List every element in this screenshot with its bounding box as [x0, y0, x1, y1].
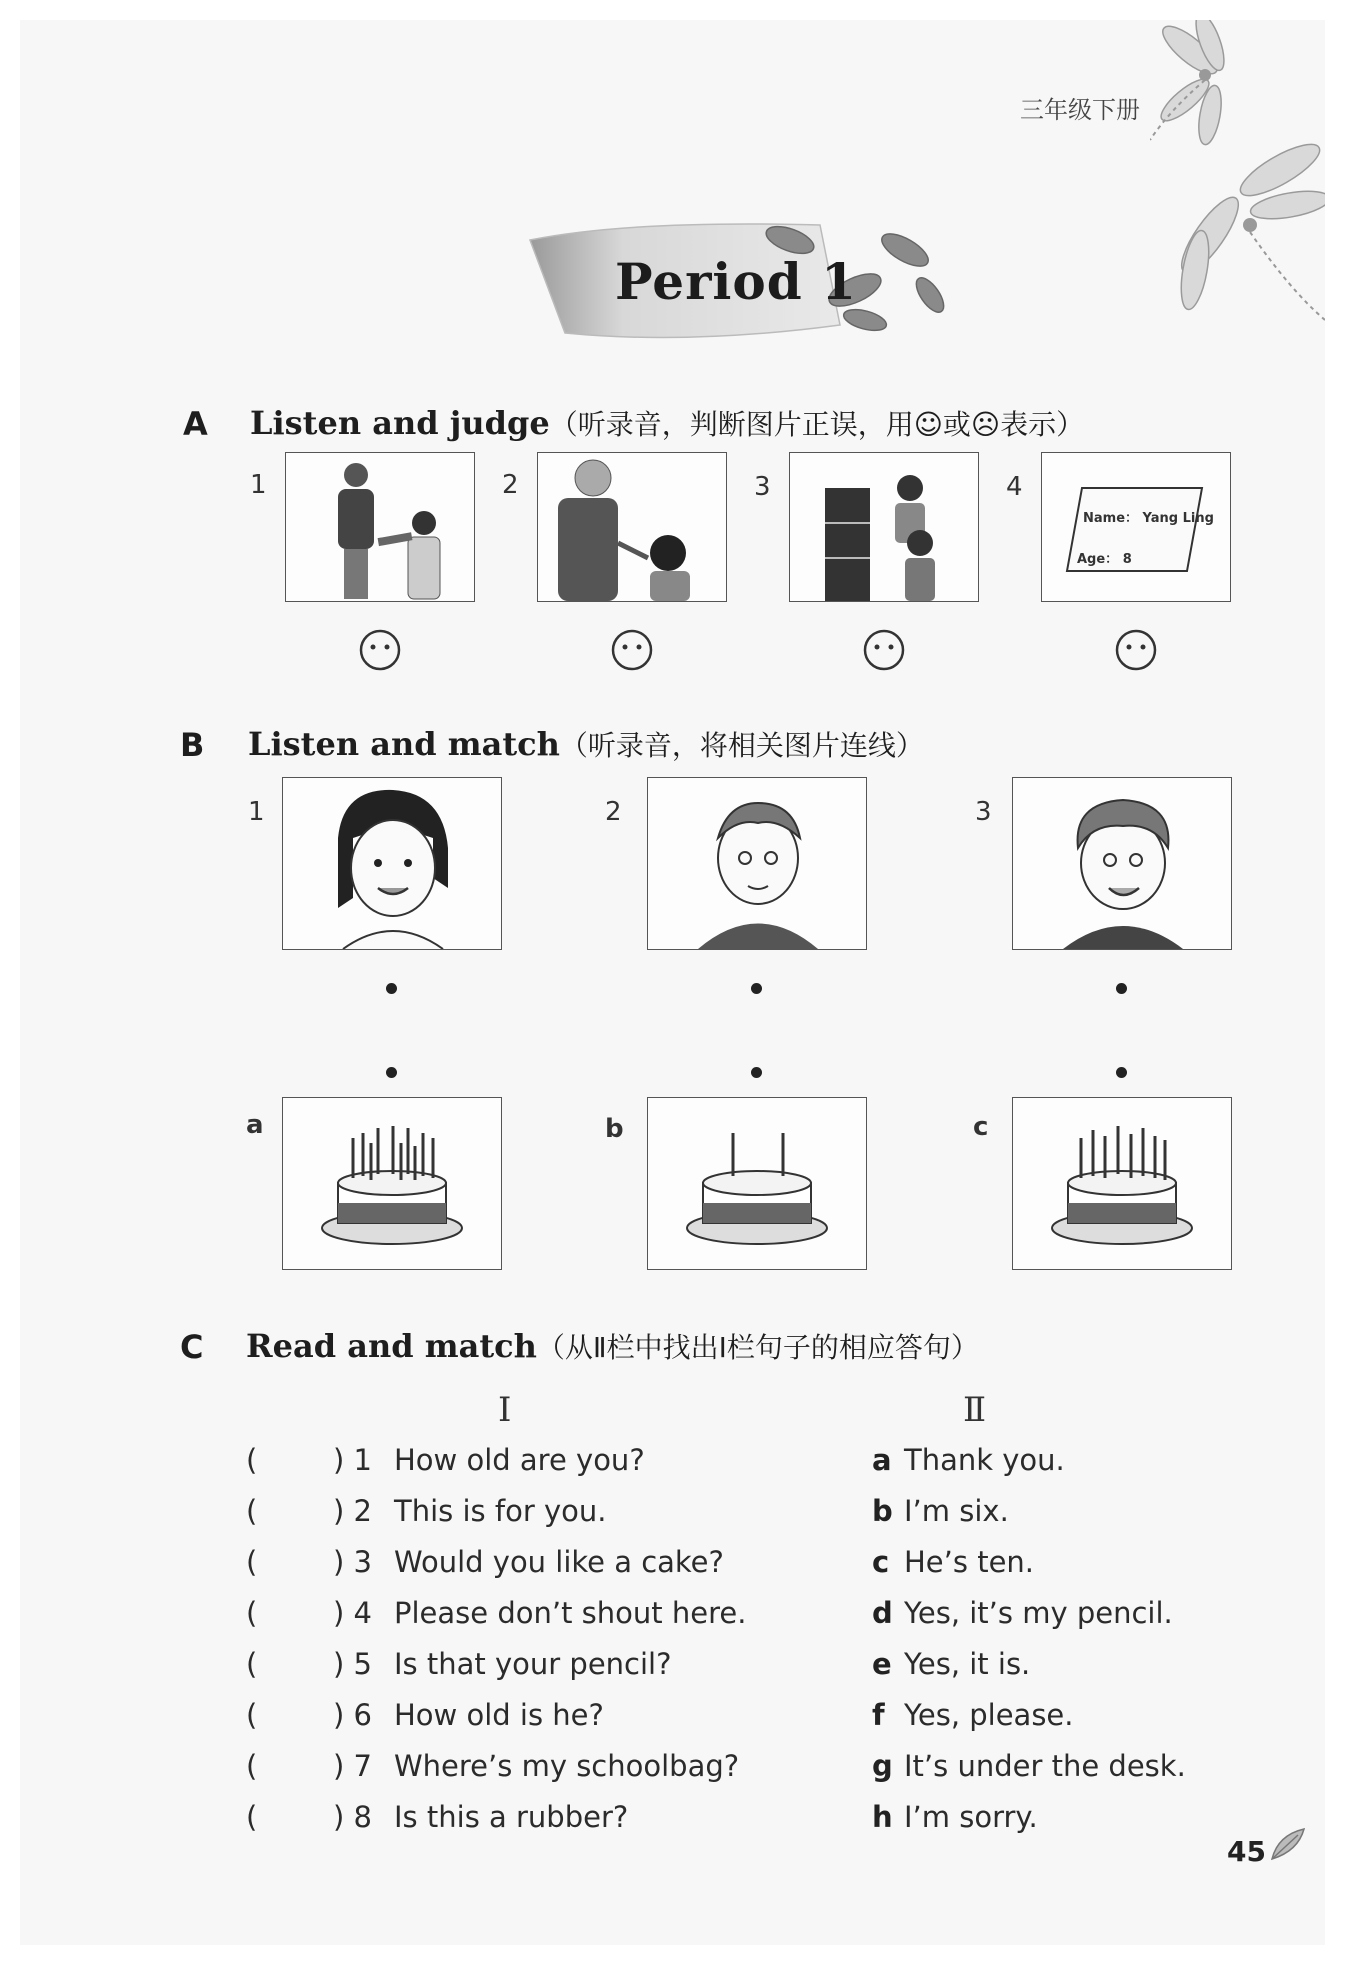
answer-text: Yes, it is.	[904, 1647, 1031, 1681]
answer-letter: b	[872, 1494, 893, 1528]
answer-letter: d	[872, 1596, 893, 1630]
b-bottom-label: b	[605, 1114, 624, 1144]
illustration-icon	[538, 453, 726, 601]
picture-name-card	[1041, 452, 1231, 602]
match-dot[interactable]	[751, 983, 762, 994]
birthday-cake-icon	[283, 1098, 501, 1269]
match-dot[interactable]	[386, 983, 397, 994]
a-item-number: 1	[250, 470, 267, 500]
leaf-icon	[1268, 1825, 1308, 1865]
section-c-heading	[246, 1326, 979, 1366]
question-number: ) 7	[333, 1749, 372, 1783]
answer-blank-open[interactable]: (	[246, 1443, 258, 1477]
smiley-face-icon[interactable]	[1114, 628, 1158, 672]
question-text: Please don’t shout here.	[394, 1596, 747, 1630]
girl-portrait-icon	[283, 778, 501, 949]
answer-letter: c	[872, 1545, 890, 1579]
section-c-letter: C	[180, 1328, 204, 1366]
workbook-page	[20, 20, 1325, 1945]
b-top-number: 1	[248, 797, 265, 827]
picture-boy-face-1	[647, 777, 867, 950]
answer-letter: f	[872, 1698, 885, 1732]
b-bottom-label: a	[246, 1110, 264, 1140]
section-c-instruction: （从Ⅱ栏中找出Ⅰ栏句子的相应答句）	[536, 1331, 979, 1364]
question-number: ) 3	[333, 1545, 372, 1579]
answer-blank-open[interactable]: (	[246, 1545, 258, 1579]
picture-cake-two-candles	[647, 1097, 867, 1270]
picture-cake-many-candles	[282, 1097, 502, 1270]
match-dot[interactable]	[386, 1067, 397, 1078]
question-text: This is for you.	[394, 1494, 607, 1528]
birthday-cake-icon	[648, 1098, 866, 1269]
boy-portrait-icon	[648, 778, 866, 949]
match-dot[interactable]	[1116, 983, 1127, 994]
question-text: Where’s my schoolbag?	[394, 1749, 740, 1783]
smiley-face-icon[interactable]	[862, 628, 906, 672]
match-dot[interactable]	[751, 1067, 762, 1078]
smiley-face-icon[interactable]	[358, 628, 402, 672]
section-c-title: Read and match	[246, 1327, 537, 1365]
answer-text: Thank you.	[904, 1443, 1065, 1477]
question-number: ) 8	[333, 1800, 372, 1834]
section-b-instruction: （听录音，将相关图片连线）	[559, 729, 924, 762]
picture-girl-face	[282, 777, 502, 950]
b-top-number: 2	[605, 797, 622, 827]
section-a-heading	[250, 403, 1084, 443]
card-name-text: Name： Yang Ling	[1083, 511, 1214, 526]
answer-text: I’m sorry.	[904, 1800, 1038, 1834]
section-a-letter: A	[183, 405, 208, 443]
question-text: Would you like a cake?	[394, 1545, 724, 1579]
section-b-letter: B	[180, 726, 205, 764]
grade-label: 三年级下册	[1020, 96, 1140, 124]
answer-blank-open[interactable]: (	[246, 1596, 258, 1630]
picture-boys-at-shelf	[789, 452, 979, 602]
answer-text: It’s under the desk.	[904, 1749, 1186, 1783]
column-two-heading: Ⅱ	[963, 1390, 987, 1430]
answer-blank-open[interactable]: (	[246, 1494, 258, 1528]
question-number: ) 4	[333, 1596, 372, 1630]
answer-text: Yes, it’s my pencil.	[904, 1596, 1173, 1630]
answer-letter: e	[872, 1647, 892, 1681]
answer-blank-open[interactable]: (	[246, 1647, 258, 1681]
question-text: How old is he?	[394, 1698, 604, 1732]
a-item-number: 3	[754, 472, 771, 502]
b-top-number: 3	[975, 797, 992, 827]
name-card-icon	[1042, 453, 1230, 601]
question-text: Is that your pencil?	[394, 1647, 672, 1681]
picture-mother-son-gift	[285, 452, 475, 602]
boy-portrait-icon	[1013, 778, 1231, 949]
answer-text: Yes, please.	[904, 1698, 1074, 1732]
answer-text: He’s ten.	[904, 1545, 1035, 1579]
a-item-number: 2	[502, 470, 519, 500]
card-age-text: Age： 8	[1077, 552, 1132, 567]
question-number: ) 2	[333, 1494, 372, 1528]
section-b-title: Listen and match	[248, 725, 560, 763]
answer-blank-open[interactable]: (	[246, 1800, 258, 1834]
match-dot[interactable]	[1116, 1067, 1127, 1078]
page-number: 45	[1227, 1835, 1266, 1868]
answer-letter: h	[872, 1800, 893, 1834]
dragonfly-decoration-icon	[1150, 20, 1325, 350]
picture-cake-many-candles	[1012, 1097, 1232, 1270]
column-one-heading: Ⅰ	[498, 1390, 512, 1430]
picture-grandma-girl-greeting	[537, 452, 727, 602]
question-text: How old are you?	[394, 1443, 645, 1477]
illustration-icon	[286, 453, 474, 601]
picture-boy-face-2	[1012, 777, 1232, 950]
answer-blank-open[interactable]: (	[246, 1749, 258, 1783]
answer-blank-open[interactable]: (	[246, 1698, 258, 1732]
question-number: ) 6	[333, 1698, 372, 1732]
birthday-cake-icon	[1013, 1098, 1231, 1269]
smiley-face-icon[interactable]	[610, 628, 654, 672]
section-a-instruction: （听录音，判断图片正误，用☺或☹表示）	[549, 408, 1085, 441]
b-bottom-label: c	[973, 1112, 989, 1142]
section-b-heading	[248, 724, 924, 764]
answer-letter: a	[872, 1443, 892, 1477]
period-title: Period 1	[615, 252, 857, 311]
section-a-title: Listen and judge	[250, 404, 550, 442]
question-text: Is this a rubber?	[394, 1800, 629, 1834]
question-number: ) 5	[333, 1647, 372, 1681]
a-item-number: 4	[1006, 472, 1023, 502]
question-number: ) 1	[333, 1443, 372, 1477]
answer-text: I’m six.	[904, 1494, 1009, 1528]
answer-letter: g	[872, 1749, 893, 1783]
illustration-icon	[790, 453, 978, 601]
